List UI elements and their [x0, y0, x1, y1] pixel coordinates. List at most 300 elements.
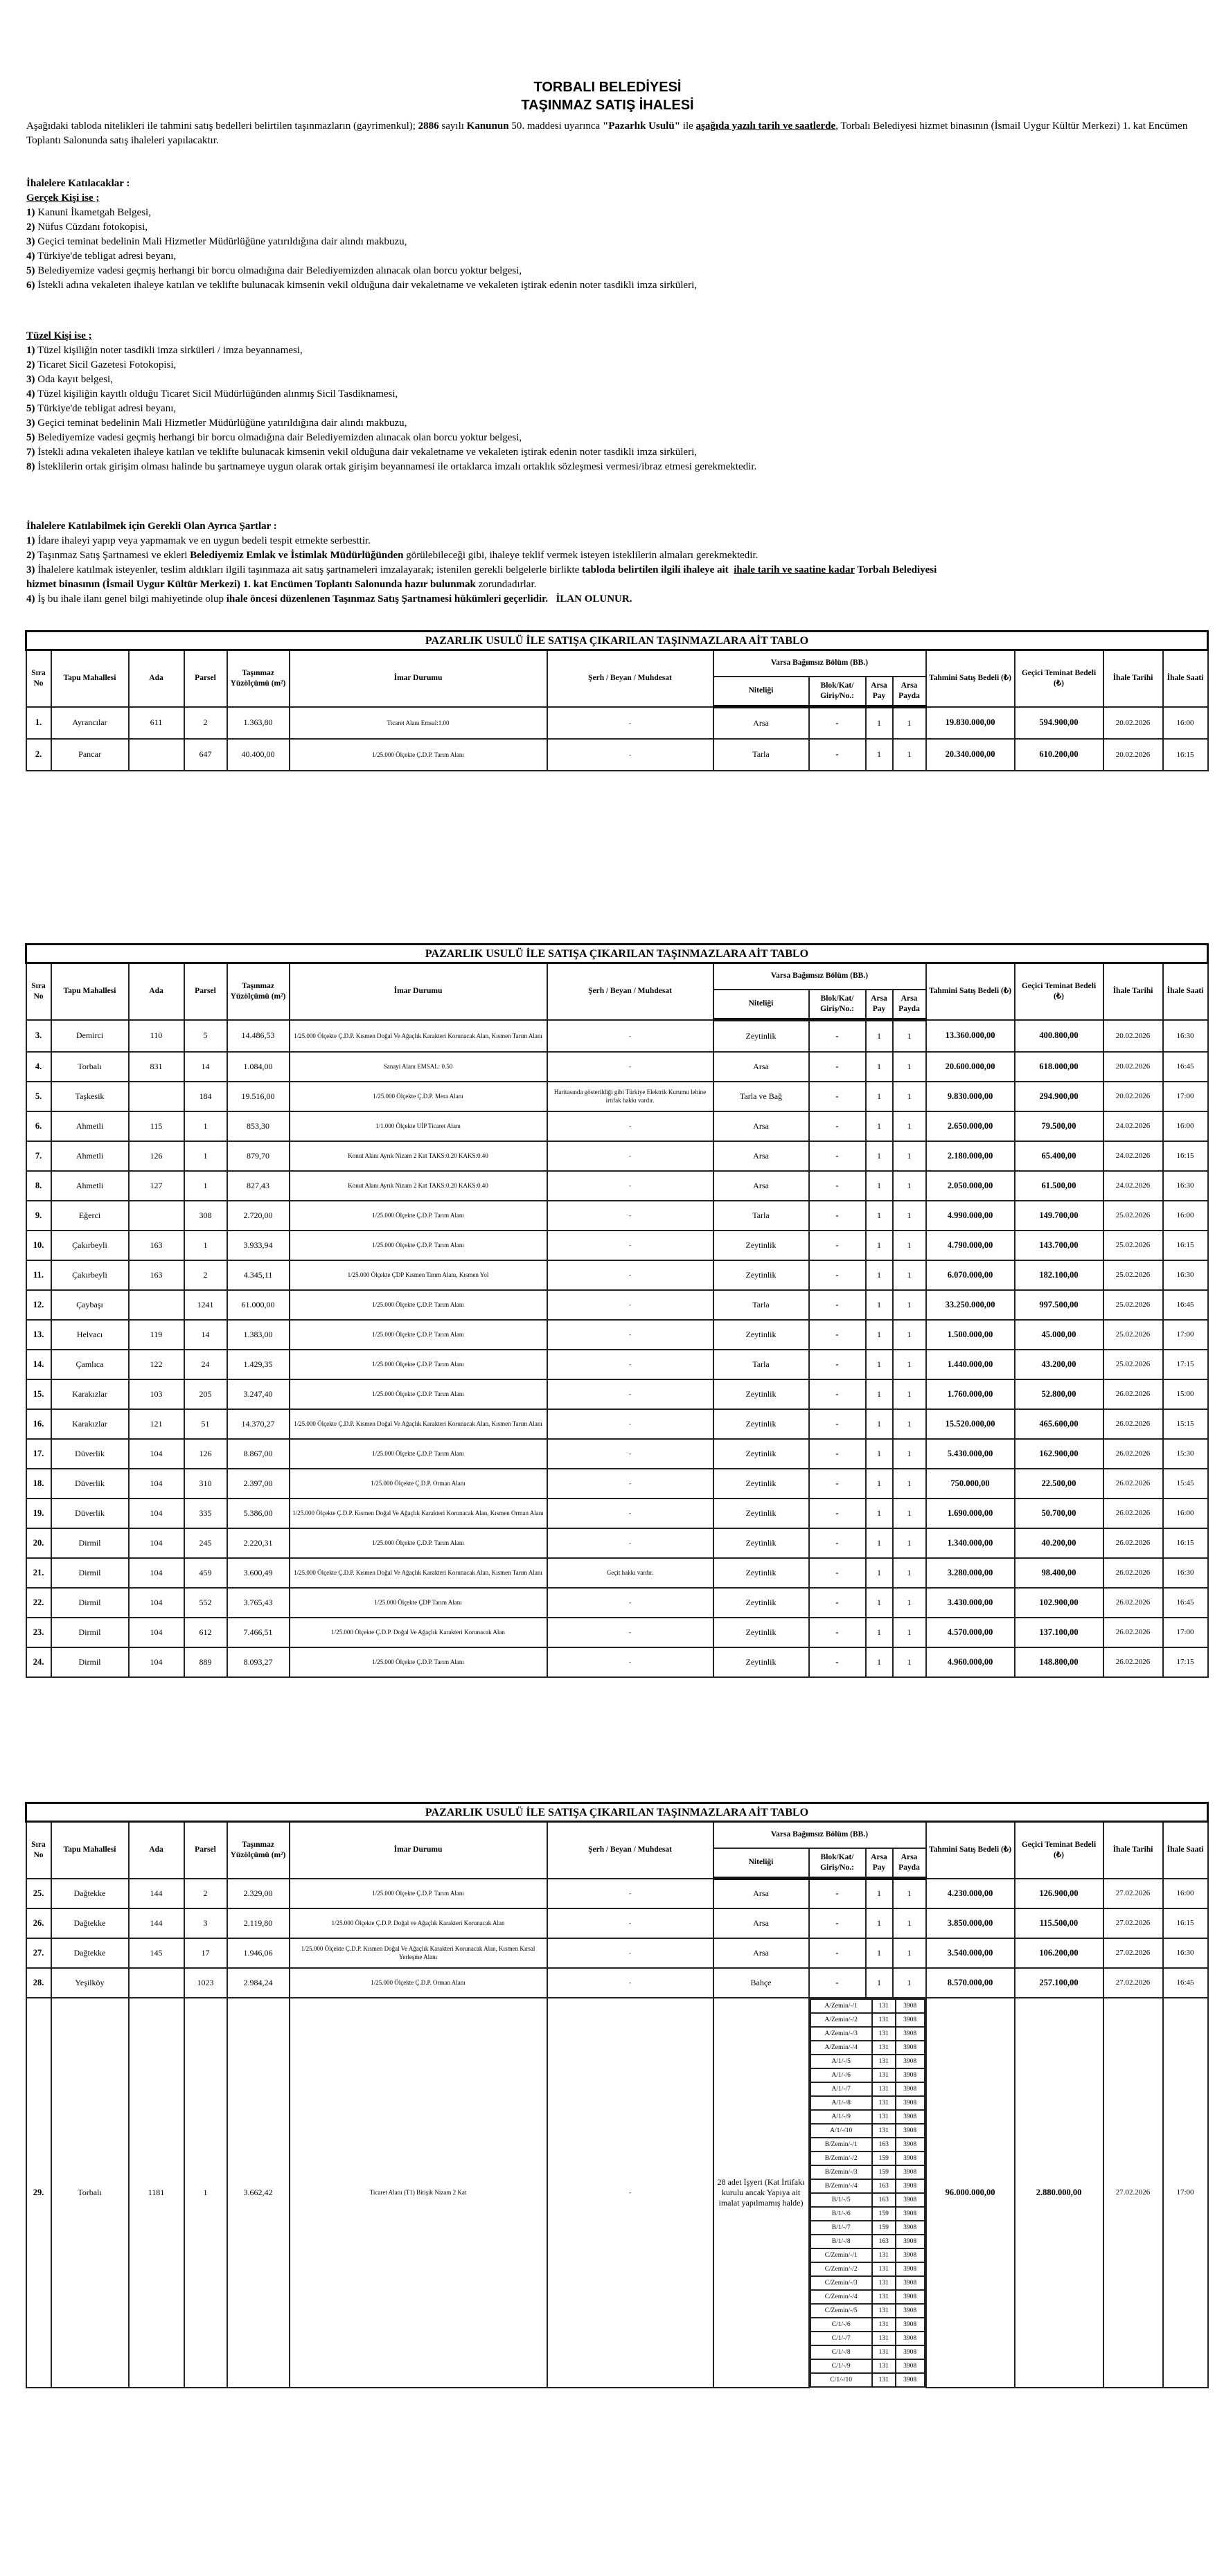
unit-arsa-pay: 131: [872, 2041, 896, 2055]
unit-arsa-payda: 3908: [896, 2318, 925, 2332]
cell-ada: [129, 1290, 184, 1320]
cell-tahmini-bedel: 20.340.000,00: [926, 739, 1015, 771]
cell-ada: 126: [129, 1141, 184, 1171]
cell-arsa-pay: 1: [866, 739, 893, 771]
cell-tapu-mahallesi: Dirmil: [51, 1618, 129, 1647]
unit-blok: A/Zemin/-/3: [810, 2027, 872, 2041]
unit-blok: C/Zemin/-/5: [810, 2304, 872, 2318]
cell-yuzolcumu: 3.600,49: [227, 1558, 290, 1588]
cell-sira-no: 6.: [26, 1111, 51, 1141]
col-ihale-tarihi: İhale Tarihi: [1103, 650, 1163, 707]
cell-tahmini-bedel: 1.690.000,00: [926, 1499, 1015, 1528]
cell-niteligi: Arsa: [713, 1171, 809, 1201]
cell-parsel: 2: [184, 707, 227, 739]
cell-tapu-mahallesi: Demirci: [51, 1020, 129, 1052]
table-row: [26, 1908, 1208, 1938]
cell-gecici-teminat: 618.000,00: [1015, 1052, 1103, 1082]
cell-gecici-teminat: 465.600,00: [1015, 1409, 1103, 1439]
table-row: [26, 707, 1208, 739]
cell-niteligi: Zeytinlik: [713, 1320, 809, 1350]
cell-ada: 1181: [129, 1998, 184, 2388]
table-row: [26, 1558, 1208, 1588]
cell-arsa-pay: 1: [866, 1938, 893, 1968]
unit-arsa-pay: 131: [872, 2082, 896, 2096]
table-row: [26, 1469, 1208, 1499]
unit-arsa-payda: 3908: [896, 2027, 925, 2041]
cell-sira-no: 2.: [26, 739, 51, 771]
cell-parsel: 2: [184, 1260, 227, 1290]
cell-serh: -: [547, 1201, 713, 1231]
cell-yuzolcumu: 4.345,11: [227, 1260, 290, 1290]
col-bagimsiz-bolum: Varsa Bağımsız Bölüm (BB.): [713, 963, 926, 990]
cell-gecici-teminat: 22.500,00: [1015, 1469, 1103, 1499]
cell-ada: 104: [129, 1618, 184, 1647]
cell-ihale-saati: 16:30: [1163, 1260, 1208, 1290]
cell-blok: -: [809, 1647, 866, 1677]
cell-imar-durumu: 1/25.000 Ölçekte Ç.D.P. Tarım Alanı: [290, 1350, 547, 1379]
cell-arsa-payda: 1: [893, 1558, 926, 1588]
col-tapu-mahallesi: Tapu Mahallesi: [51, 1822, 129, 1879]
cell-arsa-pay: 1: [866, 1618, 893, 1647]
unit-blok: B/1/-/8: [810, 2235, 872, 2248]
independent-units-cell: [809, 1998, 926, 2388]
cell-ihale-saati: 16:45: [1163, 1290, 1208, 1320]
cell-imar-durumu: 1/25.000 Ölçekte Ç.D.P. Mera Alanı: [290, 1082, 547, 1111]
unit-row: [810, 2068, 925, 2082]
unit-row: [810, 2179, 925, 2193]
col-niteligi: Niteliği: [713, 1848, 809, 1879]
unit-arsa-payda: 3908: [896, 2110, 925, 2124]
table-row: [26, 1499, 1208, 1528]
table-row: [26, 1618, 1208, 1647]
unit-arsa-pay: 163: [872, 2235, 896, 2248]
unit-arsa-payda: 3908: [896, 2138, 925, 2152]
cell-parsel: 1: [184, 1171, 227, 1201]
cell-serh: -: [547, 1111, 713, 1141]
unit-arsa-pay: 159: [872, 2221, 896, 2235]
cell-yuzolcumu: 7.466,51: [227, 1618, 290, 1647]
cell-yuzolcumu: 5.386,00: [227, 1499, 290, 1528]
unit-arsa-pay: 131: [872, 2276, 896, 2290]
col-bagimsiz-bolum: Varsa Bağımsız Bölüm (BB.): [713, 650, 926, 677]
requirement-item: 8) İsteklilerin ortak girişim olması halinde bu şartnameye uygun olarak ortak girişim beyannamesi ile ortaklarca imzalı ortaklık sözleşmesi vermesi/ibraz etmesi gerekmektedir.: [26, 461, 757, 472]
cell-tapu-mahallesi: Dirmil: [51, 1588, 129, 1618]
col-tahmini-bedel: Tahmini Satış Bedeli (₺): [926, 963, 1015, 1020]
cell-ihale-tarihi: 20.02.2026: [1103, 1082, 1163, 1111]
cell-blok: -: [809, 1201, 866, 1231]
cell-blok: -: [809, 1588, 866, 1618]
table-row: [26, 1409, 1208, 1439]
cell-tahmini-bedel: 1.440.000,00: [926, 1350, 1015, 1379]
cell-ihale-saati: 16:15: [1163, 1908, 1208, 1938]
unit-arsa-pay: 163: [872, 2193, 896, 2207]
col-niteligi: Niteliği: [713, 990, 809, 1020]
cell-tahmini-bedel: 6.070.000,00: [926, 1260, 1015, 1290]
property-table-3: [25, 1802, 1204, 2388]
cell-blok: -: [809, 1350, 866, 1379]
cell-tahmini-bedel: 3.850.000,00: [926, 1908, 1015, 1938]
cell-imar-durumu: Konut Alanı Ayrık Nizam 2 Kat TAKS:0.20 KAKS:0.40: [290, 1141, 547, 1171]
cell-arsa-payda: 1: [893, 1111, 926, 1141]
table-row: [26, 1588, 1208, 1618]
cell-sira-no: 20.: [26, 1528, 51, 1558]
requirement-item: 3) Geçici teminat bedelinin Mali Hizmetler Müdürlüğüne yatırıldığına dair alındı makbuzu,: [26, 236, 407, 247]
cell-ihale-tarihi: 24.02.2026: [1103, 1111, 1163, 1141]
cell-arsa-pay: 1: [866, 1201, 893, 1231]
cell-sira-no: 14.: [26, 1350, 51, 1379]
cell-imar-durumu: 1/25.000 Ölçekte ÇDP Tarım Alanı: [290, 1588, 547, 1618]
cell-gecici-teminat: 50.700,00: [1015, 1499, 1103, 1528]
table-row: [26, 1439, 1208, 1469]
cell-parsel: 335: [184, 1499, 227, 1528]
table-row: [26, 1879, 1208, 1908]
cell-parsel: 245: [184, 1528, 227, 1558]
unit-arsa-pay: 131: [872, 2110, 896, 2124]
cell-serh: -: [547, 739, 713, 771]
cell-niteligi: Arsa: [713, 707, 809, 739]
cell-tapu-mahallesi: Çamlıca: [51, 1350, 129, 1379]
cell-sira-no: 7.: [26, 1141, 51, 1171]
cell-gecici-teminat: 162.900,00: [1015, 1439, 1103, 1469]
cell-ihale-tarihi: 25.02.2026: [1103, 1320, 1163, 1350]
unit-arsa-payda: 3908: [896, 2041, 925, 2055]
unit-blok: C/1/-/8: [810, 2345, 872, 2359]
cell-parsel: 14: [184, 1052, 227, 1082]
unit-arsa-pay: 131: [872, 2096, 896, 2110]
cell-gecici-teminat: 126.900,00: [1015, 1879, 1103, 1908]
cell-blok: -: [809, 1260, 866, 1290]
cell-imar-durumu: 1/25.000 Ölçekte Ç.D.P. Tarım Alanı: [290, 1290, 547, 1320]
unit-blok: B/1/-/5: [810, 2193, 872, 2207]
cell-tapu-mahallesi: Torbalı: [51, 1052, 129, 1082]
cell-tahmini-bedel: 13.360.000,00: [926, 1020, 1015, 1052]
cell-ihale-saati: 16:45: [1163, 1052, 1208, 1082]
cell-arsa-pay: 1: [866, 1968, 893, 1998]
cell-parsel: 51: [184, 1409, 227, 1439]
unit-row: [810, 2221, 925, 2235]
cell-blok: -: [809, 1052, 866, 1082]
property-table: [25, 630, 1209, 771]
col-niteligi: Niteliği: [713, 677, 809, 707]
cell-parsel: 1023: [184, 1968, 227, 1998]
cell-parsel: 24: [184, 1350, 227, 1379]
cell-sira-no: 29.: [26, 1998, 51, 2388]
col-tapu-mahallesi: Tapu Mahallesi: [51, 963, 129, 1020]
cell-yuzolcumu: 1.084,00: [227, 1052, 290, 1082]
cell-tapu-mahallesi: Dağtekke: [51, 1908, 129, 1938]
cell-ada: 121: [129, 1409, 184, 1439]
unit-row: [810, 2165, 925, 2179]
cell-ihale-saati: 16:45: [1163, 1968, 1208, 1998]
cell-ada: [129, 739, 184, 771]
cell-yuzolcumu: 1.946,06: [227, 1938, 290, 1968]
unit-blok: A/1/-/10: [810, 2124, 872, 2138]
cell-yuzolcumu: 19.516,00: [227, 1082, 290, 1111]
unit-arsa-pay: 163: [872, 2179, 896, 2193]
cell-arsa-payda: 1: [893, 1231, 926, 1260]
cell-sira-no: 26.: [26, 1908, 51, 1938]
cell-blok: -: [809, 707, 866, 739]
cell-imar-durumu: Ticaret Alanı (T1) Bitişik Nizam 2 Kat: [290, 1998, 547, 2388]
cell-ihale-saati: 17:15: [1163, 1350, 1208, 1379]
cell-tapu-mahallesi: Pancar: [51, 739, 129, 771]
cell-tapu-mahallesi: Ayrancılar: [51, 707, 129, 739]
cell-arsa-pay: 1: [866, 1020, 893, 1052]
unit-arsa-payda: 3908: [896, 2055, 925, 2068]
requirement-item: 4) Tüzel kişiliğin kayıtlı olduğu Ticaret Sicil Müdürlüğünden alınmış Sicil Tasdiknamesi,: [26, 388, 398, 400]
cell-arsa-payda: 1: [893, 1879, 926, 1908]
unit-arsa-payda: 3908: [896, 2096, 925, 2110]
unit-row: [810, 2124, 925, 2138]
col-arsa-pay: Arsa Pay: [866, 990, 893, 1020]
unit-blok: B/Zemin/-/3: [810, 2165, 872, 2179]
cell-tahmini-bedel: 9.830.000,00: [926, 1082, 1015, 1111]
cell-tapu-mahallesi: Torbalı: [51, 1998, 129, 2388]
cell-tapu-mahallesi: Dirmil: [51, 1647, 129, 1677]
cell-ihale-tarihi: 26.02.2026: [1103, 1439, 1163, 1469]
cell-yuzolcumu: 2.220,31: [227, 1528, 290, 1558]
cell-niteligi: Zeytinlik: [713, 1558, 809, 1588]
unit-blok: A/1/-/9: [810, 2110, 872, 2124]
col-bagimsiz-bolum: Varsa Bağımsız Bölüm (BB.): [713, 1822, 926, 1848]
cell-arsa-pay: 1: [866, 1409, 893, 1439]
cell-blok: -: [809, 1968, 866, 1998]
cell-ihale-tarihi: 20.02.2026: [1103, 739, 1163, 771]
legal-entity-section: [26, 329, 1197, 474]
unit-row: [810, 2110, 925, 2124]
cell-yuzolcumu: 1.383,00: [227, 1320, 290, 1350]
col-arsa-pay: Arsa Pay: [866, 1848, 893, 1879]
cell-imar-durumu: 1/25.000 Ölçekte ÇDP Kısmen Tarım Alanı, Kısmen Yol: [290, 1260, 547, 1290]
col-ihale-saati: İhale Saati: [1163, 1822, 1208, 1879]
table-row: [26, 1379, 1208, 1409]
cell-imar-durumu: Ticaret Alanı Emsal:1.00: [290, 707, 547, 739]
cell-yuzolcumu: 853,30: [227, 1111, 290, 1141]
cell-tapu-mahallesi: Düverlik: [51, 1439, 129, 1469]
table-row: [26, 1968, 1208, 1998]
unit-arsa-payda: 3908: [896, 2082, 925, 2096]
cell-tahmini-bedel: 3.280.000,00: [926, 1558, 1015, 1588]
cell-niteligi: Zeytinlik: [713, 1020, 809, 1052]
unit-arsa-payda: 3908: [896, 2290, 925, 2304]
unit-arsa-pay: 131: [872, 2373, 896, 2387]
col-parsel: Parsel: [184, 650, 227, 707]
cell-serh: -: [547, 1439, 713, 1469]
condition-1: 1) İdare ihaleyi yapıp veya yapmamak ve en uygun bedeli tespit etmekte serbesttir.: [26, 535, 371, 546]
col-yuzolcumu: Taşınmaz Yüzölçümü (m²): [227, 963, 290, 1020]
unit-arsa-payda: 3908: [896, 2373, 925, 2387]
cell-ihale-tarihi: 20.02.2026: [1103, 1052, 1163, 1082]
cell-tahmini-bedel: 3.430.000,00: [926, 1588, 1015, 1618]
unit-arsa-pay: 131: [872, 2124, 896, 2138]
cell-gecici-teminat: 52.800,00: [1015, 1379, 1103, 1409]
unit-blok: B/Zemin/-/1: [810, 2138, 872, 2152]
cell-tahmini-bedel: 5.430.000,00: [926, 1439, 1015, 1469]
unit-row: [810, 2276, 925, 2290]
requirement-item: 3) Geçici teminat bedelinin Mali Hizmetler Müdürlüğüne yatırıldığına dair alındı makbuzu,: [26, 418, 407, 429]
cell-yuzolcumu: 14.370,27: [227, 1409, 290, 1439]
cell-yuzolcumu: 3.933,94: [227, 1231, 290, 1260]
cell-arsa-pay: 1: [866, 1231, 893, 1260]
unit-blok: C/1/-/7: [810, 2332, 872, 2345]
intro-paragraph: Aşağıdaki tabloda nitelikleri ile tahmini satış bedelleri belirtilen taşınmazların (gayrimenkul); 2886 sayılı Kanunun 50. maddesi uyarınca "Pazarlık Usulü" ile aşağıda yazılı tarih ve saatlerde, Torbalı Belediyesi hizmet binasının (İsmail Uygur Kültür Merkezi) 1. kat Encümen Toplantı Salonunda satış ihaleleri yapılacaktır.: [26, 120, 1188, 146]
unit-row: [810, 2041, 925, 2055]
cell-sira-no: 21.: [26, 1558, 51, 1588]
cell-arsa-payda: 1: [893, 1171, 926, 1201]
cell-sira-no: 12.: [26, 1290, 51, 1320]
col-gecici-teminat: Geçici Teminat Bedeli (₺): [1015, 963, 1103, 1020]
cell-ihale-saati: 15:00: [1163, 1379, 1208, 1409]
unit-blok: A/1/-/5: [810, 2055, 872, 2068]
cell-ihale-tarihi: 20.02.2026: [1103, 707, 1163, 739]
cell-parsel: 1: [184, 1141, 227, 1171]
unit-arsa-pay: 131: [872, 2304, 896, 2318]
cell-ihale-tarihi: 26.02.2026: [1103, 1409, 1163, 1439]
cell-gecici-teminat: 149.700,00: [1015, 1201, 1103, 1231]
cell-ihale-saati: 15:45: [1163, 1469, 1208, 1499]
cell-niteligi: Tarla ve Bağ: [713, 1082, 809, 1111]
cell-sira-no: 16.: [26, 1409, 51, 1439]
cell-yuzolcumu: 2.397,00: [227, 1469, 290, 1499]
cell-blok: -: [809, 1439, 866, 1469]
cell-ihale-saati: 16:00: [1163, 707, 1208, 739]
cell-ihale-tarihi: 26.02.2026: [1103, 1499, 1163, 1528]
cell-parsel: 2: [184, 1879, 227, 1908]
table-row: [26, 1201, 1208, 1231]
unit-arsa-payda: 3908: [896, 2359, 925, 2373]
cell-arsa-payda: 1: [893, 1908, 926, 1938]
cell-ihale-tarihi: 26.02.2026: [1103, 1469, 1163, 1499]
unit-arsa-payda: 3908: [896, 1999, 925, 2013]
cell-ada: 104: [129, 1439, 184, 1469]
cell-ada: [129, 1082, 184, 1111]
cell-arsa-payda: 1: [893, 1588, 926, 1618]
cell-arsa-payda: 1: [893, 1938, 926, 1968]
property-table: [25, 1802, 1209, 2388]
cell-sira-no: 5.: [26, 1082, 51, 1111]
col-sira-no: Sıra No: [26, 1822, 51, 1879]
cell-ihale-tarihi: 26.02.2026: [1103, 1588, 1163, 1618]
unit-arsa-pay: 131: [872, 2262, 896, 2276]
unit-arsa-pay: 131: [872, 2345, 896, 2359]
col-ada: Ada: [129, 650, 184, 707]
cell-tapu-mahallesi: Çakırbeyli: [51, 1231, 129, 1260]
cell-imar-durumu: 1/25.000 Ölçekte Ç.D.P. Kısmen Doğal Ve Ağaçlık Karakteri Korunacak Alan, Kısmen Tarım Alanı: [290, 1020, 547, 1052]
unit-arsa-payda: 3908: [896, 2193, 925, 2207]
cell-serh: -: [547, 1968, 713, 1998]
cell-ada: 611: [129, 707, 184, 739]
cell-gecici-teminat: 98.400,00: [1015, 1558, 1103, 1588]
cell-arsa-payda: 1: [893, 1469, 926, 1499]
cell-tapu-mahallesi: Düverlik: [51, 1469, 129, 1499]
cell-tapu-mahallesi: Karakızlar: [51, 1409, 129, 1439]
unit-arsa-payda: 3908: [896, 2332, 925, 2345]
cell-arsa-payda: 1: [893, 1618, 926, 1647]
cell-parsel: 612: [184, 1618, 227, 1647]
table-row: [26, 739, 1208, 771]
cell-serh: -: [547, 1350, 713, 1379]
cell-serh: -: [547, 1052, 713, 1082]
cell-arsa-payda: 1: [893, 1020, 926, 1052]
unit-blok: A/Zemin/-/4: [810, 2041, 872, 2055]
cell-niteligi: Zeytinlik: [713, 1260, 809, 1290]
cell-gecici-teminat: 40.200,00: [1015, 1528, 1103, 1558]
col-sira-no: Sıra No: [26, 650, 51, 707]
cell-niteligi: Tarla: [713, 739, 809, 771]
cell-imar-durumu: 1/25.000 Ölçekte Ç.D.P. Tarım Alanı: [290, 1528, 547, 1558]
cell-arsa-payda: 1: [893, 1260, 926, 1290]
cell-niteligi: Arsa: [713, 1141, 809, 1171]
cell-sira-no: 13.: [26, 1320, 51, 1350]
cell-blok: -: [809, 1908, 866, 1938]
col-parsel: Parsel: [184, 963, 227, 1020]
cell-niteligi: Zeytinlik: [713, 1469, 809, 1499]
cell-yuzolcumu: 1.363,80: [227, 707, 290, 739]
cell-serh: -: [547, 1879, 713, 1908]
cell-arsa-payda: 1: [893, 1350, 926, 1379]
unit-arsa-payda: 3908: [896, 2304, 925, 2318]
cell-imar-durumu: 1/25.000 Ölçekte Ç.D.P. Kısmen Doğal Ve Ağaçlık Karakteri Korunacak Alan, Kısmen Tarım Alanı: [290, 1409, 547, 1439]
cell-arsa-payda: 1: [893, 739, 926, 771]
cell-niteligi: Zeytinlik: [713, 1528, 809, 1558]
cell-ihale-tarihi: 25.02.2026: [1103, 1350, 1163, 1379]
cell-parsel: 5: [184, 1020, 227, 1052]
cell-niteligi: Bahçe: [713, 1968, 809, 1998]
cell-imar-durumu: 1/25.000 Ölçekte Ç.D.P. Tarım Alanı: [290, 739, 547, 771]
cell-gecici-teminat: 79.500,00: [1015, 1111, 1103, 1141]
page-subtitle: TAŞINMAZ SATIŞ İHALESİ: [521, 98, 694, 113]
table-row: [26, 1647, 1208, 1677]
unit-arsa-pay: 131: [872, 2359, 896, 2373]
cell-gecici-teminat: 106.200,00: [1015, 1938, 1103, 1968]
cell-ihale-saati: 17:00: [1163, 1618, 1208, 1647]
unit-arsa-payda: 3908: [896, 2207, 925, 2221]
cell-blok: -: [809, 1141, 866, 1171]
unit-arsa-pay: 131: [872, 2290, 896, 2304]
cell-gecici-teminat: 148.800,00: [1015, 1647, 1103, 1677]
col-yuzolcumu: Taşınmaz Yüzölçümü (m²): [227, 1822, 290, 1879]
cell-ihale-saati: 16:00: [1163, 1111, 1208, 1141]
cell-blok: -: [809, 1082, 866, 1111]
unit-row: [810, 2207, 925, 2221]
cell-tahmini-bedel: 2.050.000,00: [926, 1171, 1015, 1201]
cell-tapu-mahallesi: Karakızlar: [51, 1379, 129, 1409]
cell-yuzolcumu: 61.000,00: [227, 1290, 290, 1320]
cell-gecici-teminat: 65.400,00: [1015, 1141, 1103, 1171]
unit-blok: B/Zemin/-/2: [810, 2152, 872, 2165]
cell-ihale-tarihi: 27.02.2026: [1103, 1998, 1163, 2388]
cell-ada: 104: [129, 1647, 184, 1677]
cell-ihale-tarihi: 25.02.2026: [1103, 1260, 1163, 1290]
table-row: [26, 1290, 1208, 1320]
cell-ihale-tarihi: 25.02.2026: [1103, 1201, 1163, 1231]
participants-section: [26, 177, 1197, 293]
cell-tahmini-bedel: 19.830.000,00: [926, 707, 1015, 739]
unit-row: [810, 2152, 925, 2165]
cell-tahmini-bedel: 3.540.000,00: [926, 1938, 1015, 1968]
cell-niteligi: Arsa: [713, 1111, 809, 1141]
independent-units-table: [810, 1998, 925, 2388]
col-blok: Blok/Kat/ Giriş/No.:: [809, 677, 866, 707]
col-ada: Ada: [129, 1822, 184, 1879]
cell-tapu-mahallesi: Eğerci: [51, 1201, 129, 1231]
cell-gecici-teminat: 115.500,00: [1015, 1908, 1103, 1938]
cell-serh: -: [547, 1231, 713, 1260]
unit-row: [810, 2332, 925, 2345]
cell-ihale-saati: 16:00: [1163, 1499, 1208, 1528]
cell-serh: -: [547, 1260, 713, 1290]
table-row: [26, 1111, 1208, 1141]
